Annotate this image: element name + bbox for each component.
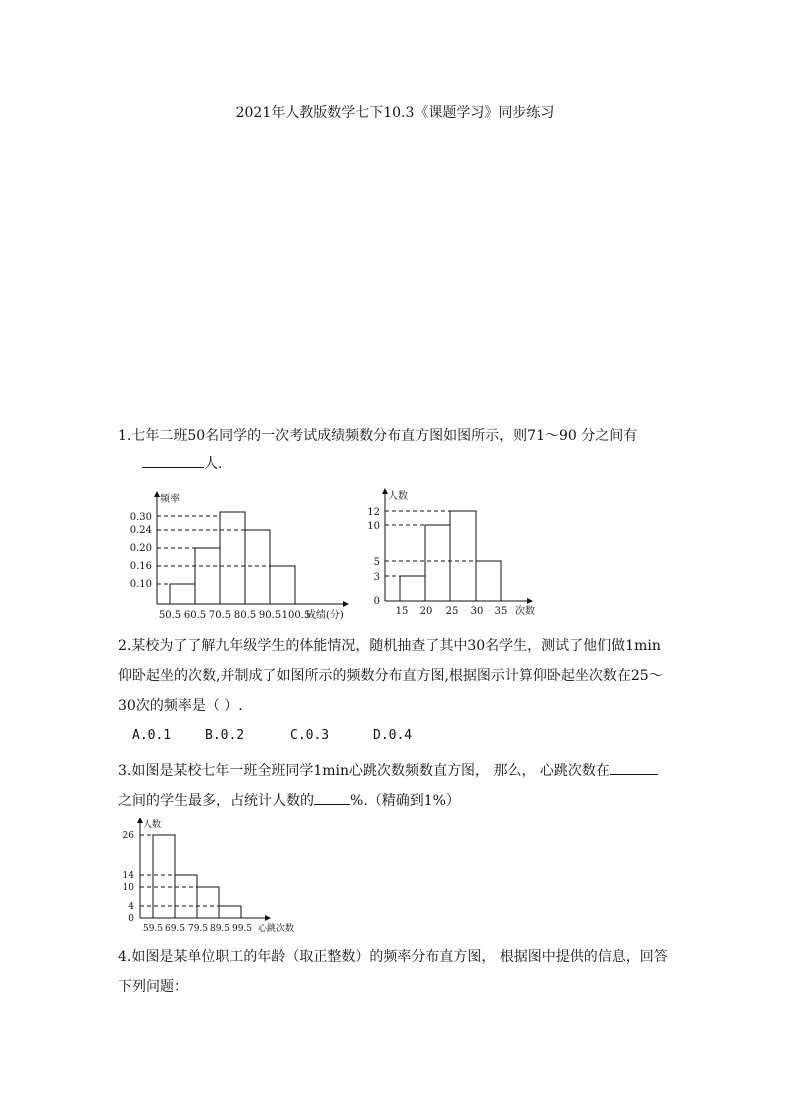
histogram-bar xyxy=(197,887,219,918)
y-tick-label: 0 xyxy=(373,596,380,607)
histogram-bar xyxy=(245,530,270,604)
question-1-line2 xyxy=(142,453,702,475)
y-axis-label: 人数 xyxy=(143,820,162,830)
page-title: 2021年人教版数学七下10.3《课题学习》同步练习 xyxy=(235,105,555,121)
option-d[interactable]: D.0.4 xyxy=(373,728,413,743)
x-tick-label: 50.5 xyxy=(158,610,182,620)
histogram-heartbeat-count xyxy=(118,818,303,936)
question-3-line1 xyxy=(118,760,678,782)
question-2-line2: 仰卧起坐的次数,并制成了如图所示的频数分布直方图,根据图示计算仰卧起坐次数在25～ xyxy=(118,668,663,684)
y-tick-label: 14 xyxy=(122,871,134,881)
question-3-text-3: %.（精确到1%） xyxy=(350,793,460,809)
histogram-bar xyxy=(450,511,476,601)
x-axis-label: 成绩(分) xyxy=(306,610,344,620)
y-axis-label: 人数 xyxy=(388,491,408,502)
x-tick-label: 20 xyxy=(419,606,433,617)
x-tick-label: 89.5 xyxy=(209,924,231,934)
y-tick-label: 0.16 xyxy=(129,561,152,572)
histogram-bar xyxy=(400,576,425,601)
x-tick-label: 15 xyxy=(395,606,409,617)
x-tick-label: 69.5 xyxy=(164,924,186,934)
y-axis-label: 频率 xyxy=(160,494,180,505)
y-tick-label: 12 xyxy=(367,507,380,518)
x-tick-label: 80.5 xyxy=(233,610,257,620)
histogram-bar xyxy=(170,584,195,604)
histogram-bar xyxy=(425,525,450,601)
histogram-bar xyxy=(175,875,197,918)
y-tick-label: 26 xyxy=(122,831,134,841)
question-1-suffix: 人. xyxy=(204,456,223,472)
x-tick-label: 70.5 xyxy=(208,610,232,620)
option-a[interactable]: A.0.1 xyxy=(132,728,172,743)
x-tick-label: 35 xyxy=(494,606,508,617)
question-1-text: 1.七年二班50名同学的一次考试成绩频数分布直方图如图所示，则71～90 分之间有 xyxy=(118,428,638,444)
question-3-line2 xyxy=(118,790,678,812)
option-b[interactable]: B.0.2 xyxy=(205,728,245,743)
y-tick-label: 10 xyxy=(122,883,134,893)
histogram-bar xyxy=(270,566,295,604)
y-tick-label: 4 xyxy=(128,902,134,912)
x-tick-label: 99.5 xyxy=(231,924,253,934)
x-tick-label: 30 xyxy=(470,606,484,617)
y-tick-label: 0.10 xyxy=(129,579,152,590)
question-4-line1: 4.如图是某单位职工的年龄（取正整数）的频率分布直方图， 根据图中提供的信息，回答 xyxy=(118,949,668,965)
x-tick-label: 90.5 xyxy=(258,610,282,620)
answer-blank[interactable] xyxy=(142,453,204,468)
x-axis-label: 次数 xyxy=(515,606,535,617)
y-tick-label: 0 xyxy=(128,914,134,924)
y-tick-label: 10 xyxy=(367,521,380,532)
question-4-line2: 下列问题： xyxy=(118,979,188,995)
question-3-text: 3.如图是某校七年一班全班同学1min心跳次数频数直方图， 那么， 心跳次数在 xyxy=(118,763,610,779)
y-tick-label: 0.24 xyxy=(129,525,152,536)
y-tick-label: 5 xyxy=(373,557,380,568)
answer-blank[interactable] xyxy=(610,760,658,775)
histogram-bar xyxy=(219,906,241,918)
x-tick-label: 60.5 xyxy=(183,610,207,620)
question-2-line1: 2.某校为了了解九年级学生的体能情况，随机抽查了其中30名学生，测试了他们做1min xyxy=(118,638,661,654)
y-tick-label: 3 xyxy=(373,572,380,583)
x-tick-label: 100.5 xyxy=(281,610,311,620)
histogram-situps-count xyxy=(360,487,540,622)
option-c[interactable]: C.0.3 xyxy=(290,728,330,743)
y-tick-label: 0.30 xyxy=(129,512,152,523)
x-tick-label: 25 xyxy=(445,606,459,617)
x-tick-label: 59.5 xyxy=(142,924,164,934)
question-3-text-2: 之间的学生最多，占统计人数的 xyxy=(118,793,314,809)
histogram-bar xyxy=(476,561,501,601)
histogram-bar xyxy=(195,548,220,604)
x-tick-label: 79.5 xyxy=(187,924,209,934)
answer-blank[interactable] xyxy=(314,790,350,805)
y-tick-label: 0.20 xyxy=(129,543,152,554)
question-2-line3: 30次的频率是（ ）. xyxy=(118,698,243,714)
histogram-score-frequency xyxy=(118,490,363,620)
histogram-bar xyxy=(220,512,245,604)
x-axis-label: 心跳次数 xyxy=(258,924,295,934)
